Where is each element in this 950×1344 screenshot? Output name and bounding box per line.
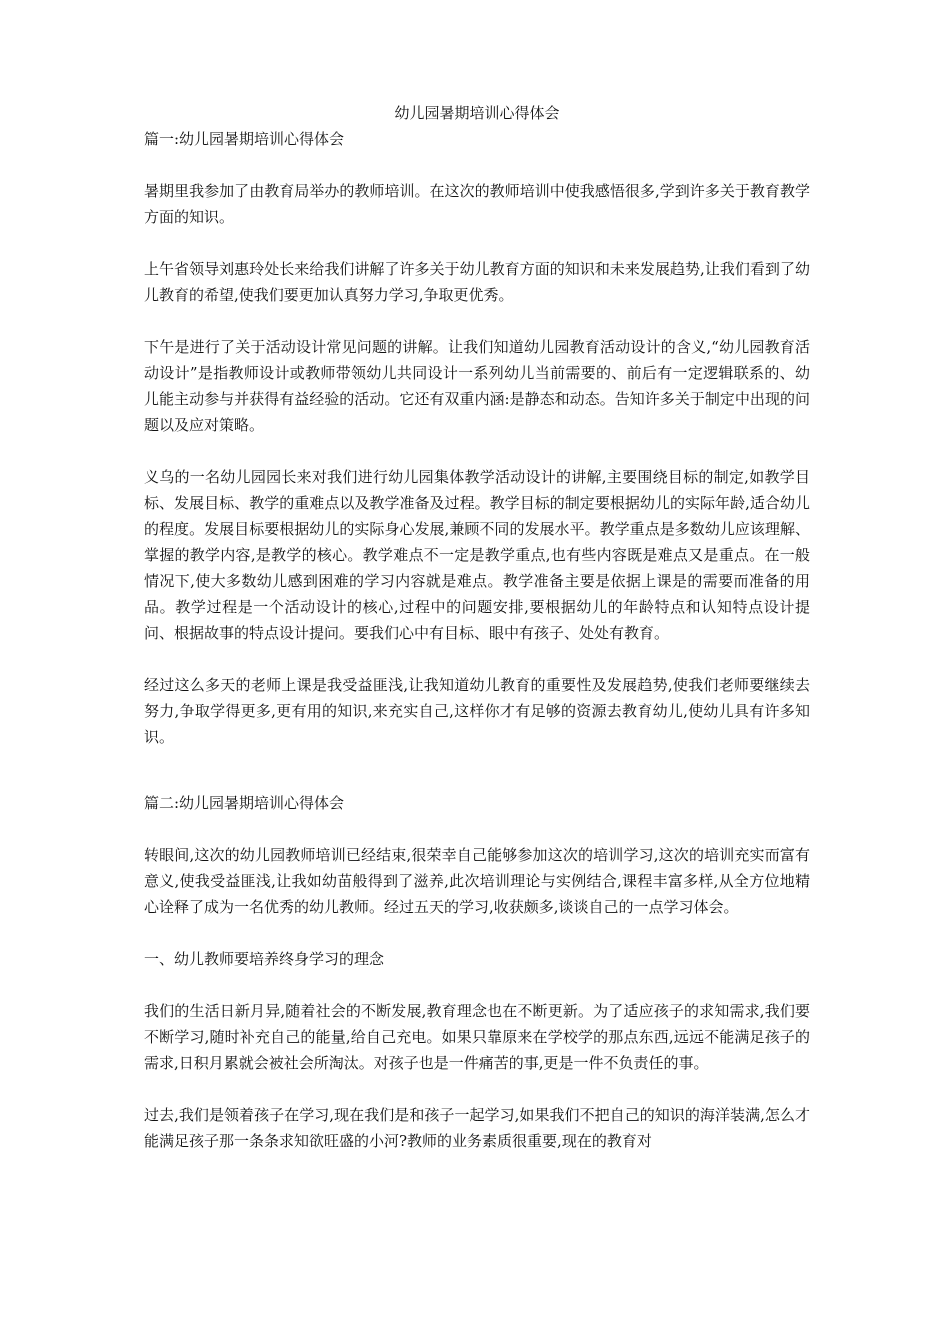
spacer [144, 816, 810, 842]
part2-intro-paragraph: 转眼间,这次的幼儿园教师培训已经结束,很荣幸自己能够参加这次的培训学习,这次的培训充实而富有意义,使我受益匪浅,让我如幼苗般得到了滋养,此次培训理论与实例结合,课程丰富多样,从全方位地精心诠释了成为一名优秀的幼儿教师。经过五天的学习,收获颇多,谈谈自己的一点学习体会。 [144, 846, 810, 916]
spacer [144, 972, 810, 998]
spacer [144, 1076, 810, 1102]
part2-section1-paragraph-2: 过去,我们是领着孩子在学习,现在我们是和孩子一起学习,如果我们不把自己的知识的海洋装满,怎么才能满足孩子那一条条求知欲旺盛的小河?教师的业务素质很重要,现在的教育对 [144, 1106, 810, 1150]
part1-paragraph-5: 经过这么多天的老师上课是我受益匪浅,让我知道幼儿教育的重要性及发展趋势,使我们老师要继续去努力,争取学得更多,更有用的知识,来充实自己,这样你才有足够的资源去教育幼儿,使幼儿具有许多知识。 [144, 676, 810, 746]
document-page [144, 100, 810, 1154]
part1-paragraph-4: 义乌的一名幼儿园园长来对我们进行幼儿园集体教学活动设计的讲解,主要围绕目标的制定,如教学目标、发展目标、教学的重难点以及教学准备及过程。教学目标的制定要根据幼儿的实际年龄,适合幼儿的程度。发展目标要根据幼儿的实际身心发展,兼顾不同的发展水平。教学重点是多数幼儿应该理解、掌握的教学内容,是教学的核心。教学难点不一定是教学重点,也有些内容既是难点又是重点。在一般情况下,使大多数幼儿感到困难的学习内容就是难点。教学准备主要是依据上课是的需要而准备的用品。教学过程是一个活动设计的核心,过程中的问题安排,要根据幼儿的年龄特点和认知特点设计提问、根据故事的特点设计提问。要我们心中有目标、眼中有孩子、处处有教育。 [144, 468, 810, 642]
spacer [144, 750, 810, 790]
part2-heading: 篇二:幼儿园暑期培训心得体会 [144, 794, 345, 812]
part1-heading: 篇一:幼儿园暑期培训心得体会 [144, 130, 345, 148]
spacer [144, 646, 810, 672]
spacer [144, 308, 810, 334]
document-title: 幼儿园暑期培训心得体会 [394, 104, 560, 122]
spacer [144, 152, 810, 178]
spacer [144, 230, 810, 256]
part1-paragraph-1: 暑期里我参加了由教育局举办的教师培训。在这次的教师培训中使我感悟很多,学到许多关于教育教学方面的知识。 [144, 182, 810, 226]
spacer [144, 920, 810, 946]
part1-paragraph-3: 下午是进行了关于活动设计常见问题的讲解。让我们知道幼儿园教育活动设计的含义,“幼儿园教育活动设计”是指教师设计或教师带领幼儿共同设计一系列幼儿当前需要的、前后有一定逻辑联系的、幼儿能主动参与并获得有益经验的活动。它还有双重内涵:是静态和动态。告知许多关于制定中出现的问题以及应对策略。 [144, 338, 810, 434]
part2-section1-heading: 一、幼儿教师要培养终身学习的理念 [144, 950, 385, 968]
part1-paragraph-2: 上午省领导刘惠玲处长来给我们讲解了许多关于幼儿教育方面的知识和未来发展趋势,让我们看到了幼儿教育的希望,使我们要更加认真努力学习,争取更优秀。 [144, 260, 810, 304]
part2-section1-paragraph-1: 我们的生活日新月异,随着社会的不断发展,教育理念也在不断更新。为了适应孩子的求知需求,我们要不断学习,随时补充自己的能量,给自己充电。如果只靠原来在学校学的那点东西,远远不能满足孩子的需求,日积月累就会被社会所淘汰。对孩子也是一件痛苦的事,更是一件不负责任的事。 [144, 1002, 810, 1072]
spacer [144, 438, 810, 464]
